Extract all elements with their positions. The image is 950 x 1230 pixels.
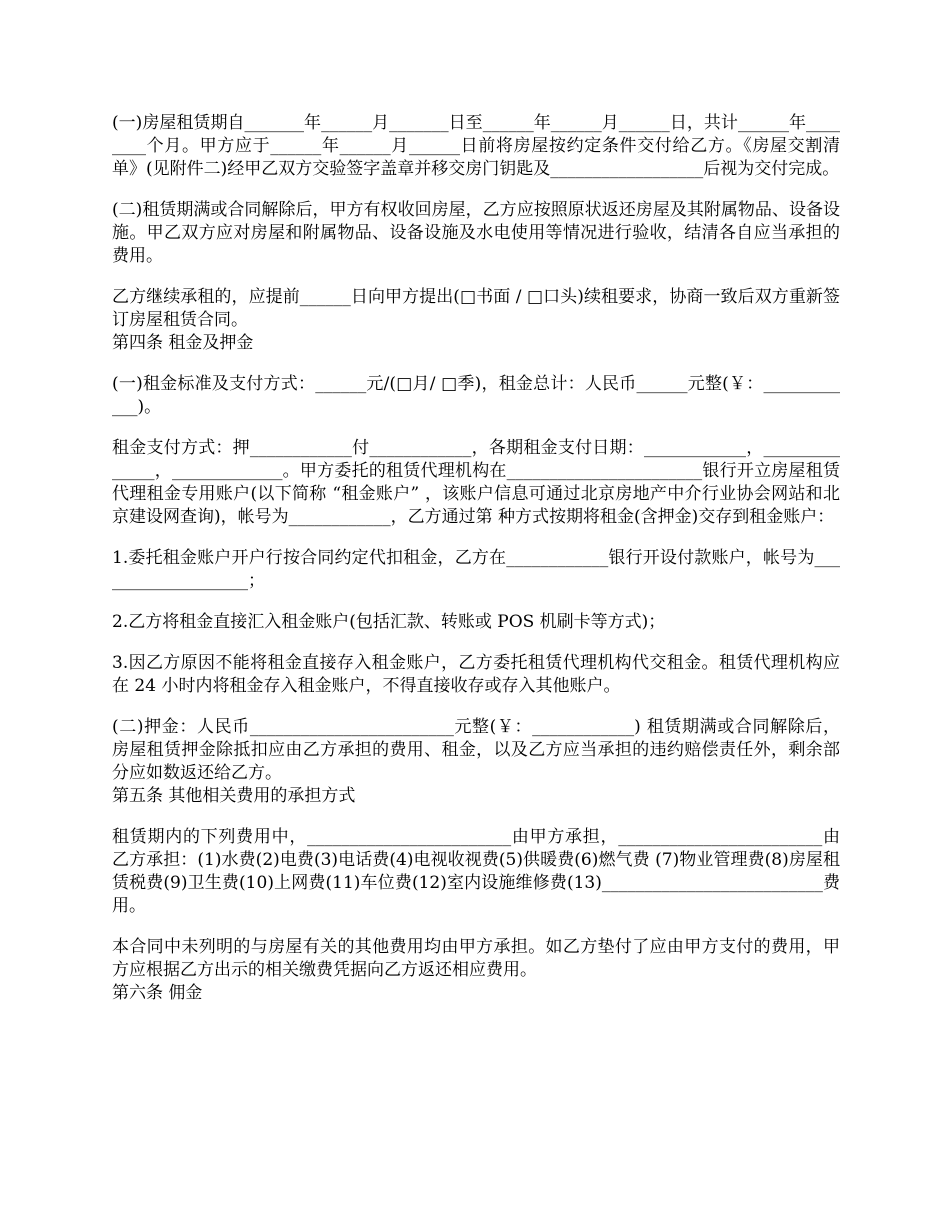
payment-method-3: 3.因乙方原因不能将租金直接存入租金账户，乙方委托租赁代理机构代交租金。租赁代理机构应在 24 小时内将租金存入租金账户，不得直接收存或存入其他账户。 bbox=[112, 653, 840, 696]
rent-payment-paragraph: 租金支付方式：押____________付____________，各期租金支付日期：____________，______________，_____________。甲方委托的租赁代理机构在_______________________银行开立房屋租赁代理租金专用账户(以下简称 “租金账户” ，该账户信息可通过北京房地产中介行业协会网站和北京建设网查询)，帐号为____________，乙方通过第 种方式按期将租金(含押金)交存到租金账户： bbox=[112, 438, 840, 527]
lease-term-paragraph: (一)房屋租赁期自_______年______月_______日至______年______月______日，共计______年________个月。甲方应于______年______月______日前将房屋按约定条件交付给乙方。《房屋交割清单》(见附件二)经甲乙双方交验签字盖章并移交房门钥匙及__________________后视为交付完成。 bbox=[112, 113, 840, 179]
payment-method-2: 2.乙方将租金直接汇入租金账户(包括汇款、转账或 POS 机刷卡等方式)； bbox=[112, 612, 666, 632]
lease-end-paragraph: (二)租赁期满或合同解除后，甲方有权收回房屋，乙方应按照原状返还房屋及其附属物品、设备设施。甲乙双方应对房屋和附属物品、设备设施及水电使用等情况进行验收，结清各自应当承担的费用。 bbox=[112, 200, 840, 266]
rent-standard-paragraph: (一)租金标准及支付方式：______元/(□月/ □季)，租金总计：人民币______元整(￥：____________)。 bbox=[112, 374, 840, 417]
article-4-heading: 第四条 租金及押金 bbox=[112, 333, 254, 353]
renewal-paragraph: 乙方继续承租的，应提前______日向甲方提出(□书面 / □口头)续租要求，协商一致后双方重新签订房屋租赁合同。 bbox=[112, 287, 840, 330]
contract-page bbox=[112, 112, 840, 1005]
article-5-heading: 第五条 其他相关费用的承担方式 bbox=[112, 786, 356, 806]
deposit-paragraph: (二)押金：人民币________________________元整(￥：____________) 租赁期满或合同解除后，房屋租赁押金除抵扣应由乙方承担的费用、租金，以及乙方应当承担的违约赔偿责任外，剩余部分应如数返还给乙方。 bbox=[112, 717, 840, 783]
unlisted-fees-paragraph: 本合同中未列明的与房屋有关的其他费用均由甲方承担。如乙方垫付了应由甲方支付的费用，甲方应根据乙方出示的相关缴费凭据向乙方返还相应费用。 bbox=[112, 937, 840, 980]
article-6-heading: 第六条 佣金 bbox=[112, 983, 203, 1003]
fees-paragraph: 租赁期内的下列费用中，________________________由甲方承担，________________________由乙方承担：(1)水费(2)电费(3)电话费(4)电视收视费(5)供暖费(6)燃气费 (7)物业管理费(8)房屋租赁税费(9)卫生费(10)上网费(11)车位费(12)室内设施维修费(13)__________________________费用。 bbox=[112, 827, 840, 916]
payment-method-1: 1.委托租金账户开户行按合同约定代扣租金，乙方在____________银行开设付款账户，帐号为___________________； bbox=[112, 548, 840, 591]
